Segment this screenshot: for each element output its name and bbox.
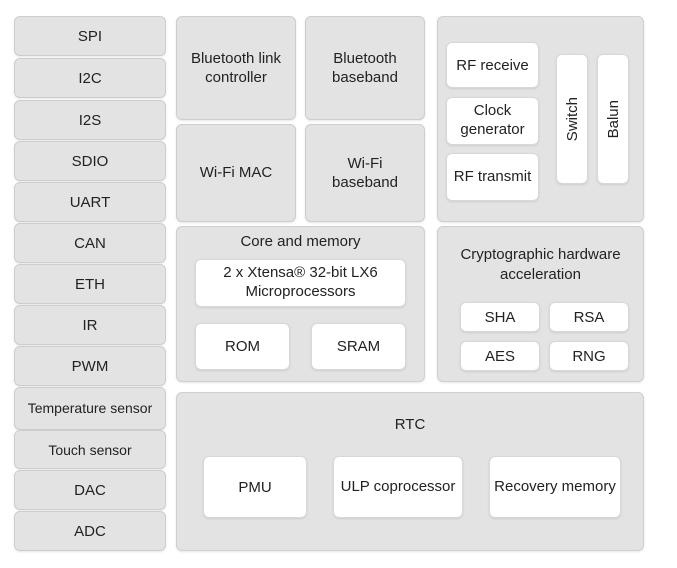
- recovery-memory-label: Recovery memory: [494, 478, 616, 496]
- peripheral-label: ADC: [74, 522, 106, 540]
- crypto-rsa-block[interactable]: [549, 302, 629, 332]
- peripheral-pwm[interactable]: [14, 346, 166, 386]
- peripheral-label: I2S: [78, 111, 102, 129]
- ulp-coprocessor-block[interactable]: [333, 456, 463, 518]
- pmu-block[interactable]: [203, 456, 307, 518]
- peripheral-label: ETH: [75, 275, 105, 293]
- crypto-title: Cryptographic hardware acceleration: [460, 246, 621, 283]
- wifi-baseband-block[interactable]: [305, 124, 425, 222]
- recovery-memory-block[interactable]: [489, 456, 621, 518]
- crypto-item-label: AES: [484, 347, 515, 365]
- cpu-label: 2 x Xtensa® 32-bit LX6 Microprocessors: [223, 264, 378, 300]
- clock-generator-block[interactable]: [446, 97, 539, 145]
- crypto-sha-block[interactable]: [460, 302, 540, 332]
- switch-label: Switch: [563, 96, 581, 142]
- ulp-coprocessor-label: ULP coprocessor: [340, 478, 456, 496]
- peripheral-label: CAN: [74, 234, 106, 252]
- balun-label: Balun: [604, 99, 622, 139]
- wifi-mac-block[interactable]: [176, 124, 296, 222]
- rom-label: ROM: [225, 338, 260, 355]
- switch-block[interactable]: [556, 54, 588, 184]
- wifi-mac-label: Wi-Fi MAC: [199, 164, 273, 182]
- peripheral-eth[interactable]: [14, 264, 166, 304]
- peripheral-label: Touch sensor: [48, 441, 132, 458]
- peripheral-dac[interactable]: [14, 470, 166, 510]
- peripheral-label: SPI: [77, 27, 103, 45]
- peripheral-adc[interactable]: [14, 511, 166, 551]
- sram-label: SRAM: [336, 338, 381, 355]
- sram-block[interactable]: [311, 323, 406, 370]
- peripheral-i2s[interactable]: [14, 100, 166, 140]
- peripheral-label: IR: [82, 316, 98, 334]
- peripheral-sdio[interactable]: [14, 141, 166, 181]
- peripheral-label: I2C: [78, 69, 102, 87]
- rom-block[interactable]: [195, 323, 290, 370]
- bluetooth-link-controller-block[interactable]: [176, 16, 296, 120]
- wifi-baseband-label: Wi-Fi baseband: [332, 154, 398, 191]
- rf-receive-label: RF receive: [456, 56, 529, 74]
- crypto-item-label: RNG: [572, 347, 606, 365]
- rf-transmit-label: RF transmit: [453, 167, 532, 185]
- rtc-title: RTC: [394, 416, 426, 433]
- bluetooth-baseband-block[interactable]: [305, 16, 425, 120]
- peripheral-temperature-sensor[interactable]: [14, 387, 166, 430]
- peripheral-label: DAC: [74, 481, 106, 499]
- rf-receive-block[interactable]: [446, 42, 539, 88]
- peripheral-label: SDIO: [71, 152, 109, 170]
- peripheral-uart[interactable]: [14, 182, 166, 222]
- peripheral-i2c[interactable]: [14, 58, 166, 98]
- peripheral-label: PWM: [71, 357, 109, 375]
- rf-transmit-block[interactable]: [446, 153, 539, 201]
- peripheral-label: Temperature sensor: [27, 400, 153, 417]
- core-and-memory-title: Core and memory: [240, 233, 361, 250]
- crypto-rng-block[interactable]: [549, 341, 629, 371]
- clock-generator-label: Clock generator: [460, 102, 525, 138]
- bluetooth-link-controller-label: Bluetooth link controller: [190, 49, 282, 86]
- cpu-block[interactable]: [195, 259, 406, 307]
- crypto-item-label: RSA: [573, 308, 605, 326]
- crypto-aes-block[interactable]: [460, 341, 540, 371]
- peripheral-ir[interactable]: [14, 305, 166, 345]
- pmu-label: PMU: [238, 478, 272, 496]
- peripheral-spi[interactable]: [14, 16, 166, 56]
- bluetooth-baseband-label: Bluetooth baseband: [332, 49, 398, 86]
- peripheral-can[interactable]: [14, 223, 166, 263]
- crypto-item-label: SHA: [484, 308, 516, 326]
- peripheral-touch-sensor[interactable]: [14, 430, 166, 469]
- peripheral-label: UART: [69, 193, 111, 211]
- balun-block[interactable]: [597, 54, 629, 184]
